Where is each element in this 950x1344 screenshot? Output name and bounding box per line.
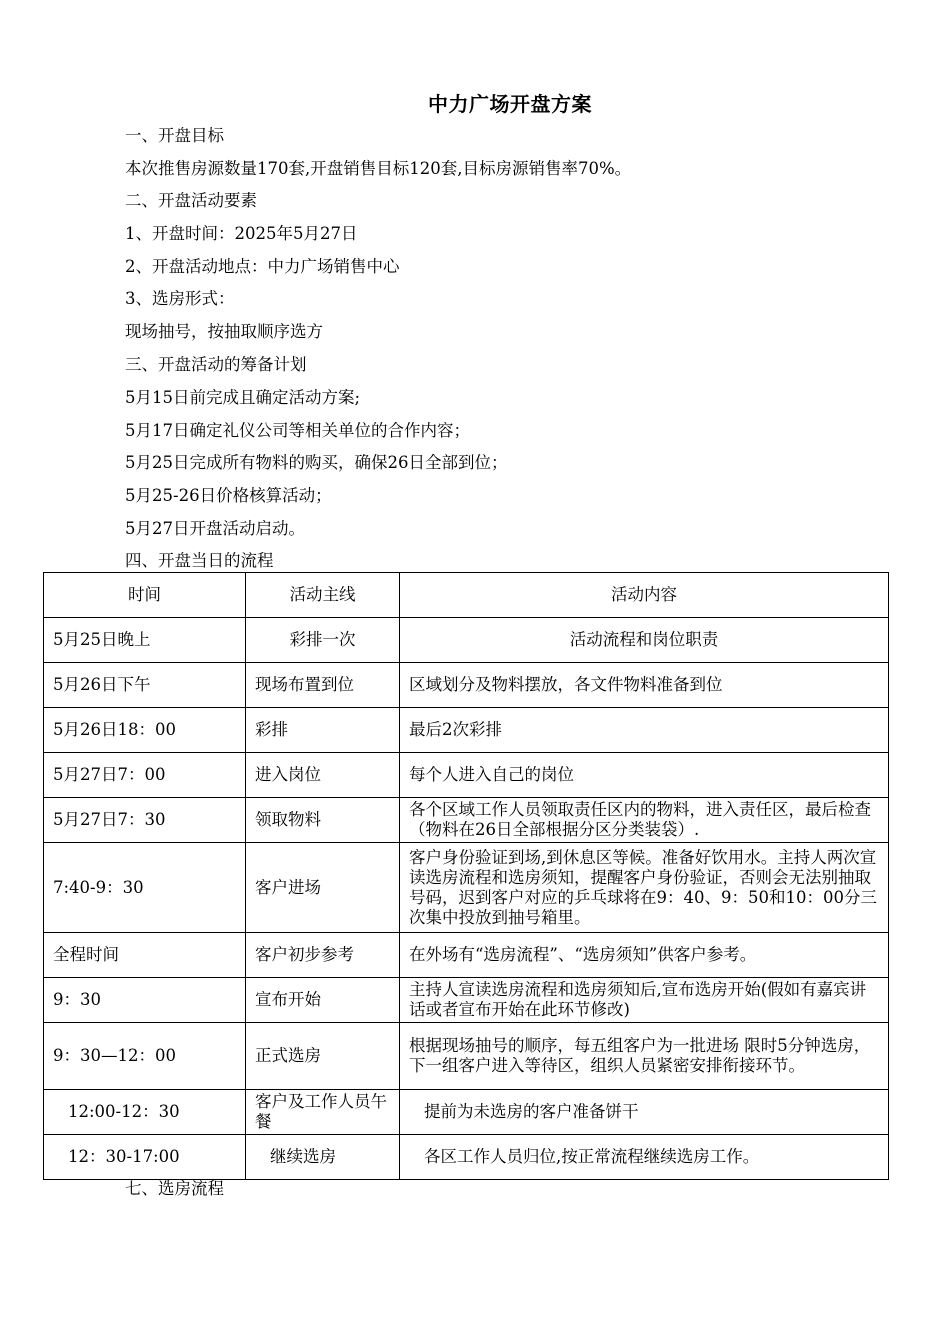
text-line: 一、开盘目标 — [125, 126, 224, 145]
row-time: 12：30-17:00 — [44, 1135, 246, 1180]
row-main: 客户及工作人员午餐 — [246, 1090, 400, 1135]
text-line: 三、开盘活动的筹备计划 — [125, 355, 307, 374]
table-header-row — [44, 573, 889, 618]
row-content: 客户身份验证到场,到休息区等候。准备好饮用水。主持人两次宣读选房流程和选房须知，提醒客户身份验证，否则会无法别抽取号码，迟到客户对应的乒乓球将在9：40、9：50和10：00分三次集中投放到抽号箱里。 — [400, 843, 889, 933]
text-line: 5月25日完成所有物料的购买，确保26日全部到位； — [125, 453, 508, 472]
text-line: 四、开盘当日的流程 — [125, 551, 274, 570]
flow-table — [43, 572, 889, 1180]
row-content: 在外场有“选房流程”、“选房须知”供客户参考。 — [400, 933, 889, 978]
text-line: 二、开盘活动要素 — [125, 191, 257, 210]
table-row — [44, 1090, 889, 1135]
row-time: 5月25日晚上 — [44, 618, 246, 663]
row-content: 各区工作人员归位,按正常流程继续选房工作。 — [400, 1135, 889, 1180]
table-row — [44, 933, 889, 978]
row-time: 5月26日下午 — [44, 663, 246, 708]
page-title: 中力广场开盘方案 — [428, 92, 592, 116]
section-heading: 七、选房流程 — [125, 1179, 224, 1198]
row-main: 客户初步参考 — [246, 933, 400, 978]
table-row — [44, 753, 889, 798]
table-row — [44, 663, 889, 708]
row-time: 9：30 — [44, 978, 246, 1023]
text-line: 现场抽号，按抽取顺序选方 — [125, 322, 323, 341]
row-main: 彩排一次 — [246, 618, 400, 663]
row-content: 根据现场抽号的顺序，每五组客户为一批进场 限时5分钟选房，下一组客户进入等待区，组织人员紧密安排衔接环节。 — [400, 1023, 889, 1090]
table-row — [44, 618, 889, 663]
text-line: 5月25-26日价格核算活动； — [125, 486, 332, 505]
text-line: 2、开盘活动地点：中力广场销售中心 — [125, 257, 400, 276]
header-main: 活动主线 — [246, 573, 400, 618]
row-time: 7:40-9：30 — [44, 843, 246, 933]
table-row — [44, 1023, 889, 1090]
row-content: 每个人进入自己的岗位 — [400, 753, 889, 798]
row-time: 全程时间 — [44, 933, 246, 978]
row-main: 彩排 — [246, 708, 400, 753]
row-content: 最后2次彩排 — [400, 708, 889, 753]
table-row — [44, 978, 889, 1023]
row-content: 提前为未选房的客户准备饼干 — [400, 1090, 889, 1135]
row-time: 5月27日7：00 — [44, 753, 246, 798]
header-time: 时间 — [44, 573, 246, 618]
row-content: 各个区域工作人员领取责任区内的物料，进入责任区，最后检查（物料在26日全部根据分区分类装袋）. — [400, 798, 889, 843]
table-row — [44, 843, 889, 933]
row-time: 5月26日18：00 — [44, 708, 246, 753]
row-main: 现场布置到位 — [246, 663, 400, 708]
row-content: 主持人宣读选房流程和选房须知后,宣布选房开始(假如有嘉宾讲话或者宣布开始在此环节修改) — [400, 978, 889, 1023]
header-content: 活动内容 — [400, 573, 889, 618]
text-line: 本次推售房源数量170套,开盘销售目标120套,目标房源销售率70%。 — [125, 159, 632, 178]
text-line: 1、开盘时间：2025年5月27日 — [125, 224, 358, 243]
row-main: 宣布开始 — [246, 978, 400, 1023]
row-main: 继续选房 — [246, 1135, 400, 1180]
row-main: 进入岗位 — [246, 753, 400, 798]
row-main: 正式选房 — [246, 1023, 400, 1090]
row-main: 客户进场 — [246, 843, 400, 933]
row-main: 领取物料 — [246, 798, 400, 843]
row-time: 5月27日7：30 — [44, 798, 246, 843]
table-row — [44, 1135, 889, 1180]
text-line: 5月15日前完成且确定活动方案; — [125, 388, 361, 407]
text-line: 3、选房形式： — [125, 289, 235, 308]
row-time: 9：30—12：00 — [44, 1023, 246, 1090]
row-content: 区域划分及物料摆放，各文件物料准备到位 — [400, 663, 889, 708]
text-line: 5月27日开盘活动启动。 — [125, 519, 305, 538]
table-row — [44, 708, 889, 753]
row-content: 活动流程和岗位职责 — [400, 618, 889, 663]
table-row — [44, 798, 889, 843]
text-line: 5月17日确定礼仪公司等相关单位的合作内容； — [125, 421, 470, 440]
row-time: 12:00-12：30 — [44, 1090, 246, 1135]
